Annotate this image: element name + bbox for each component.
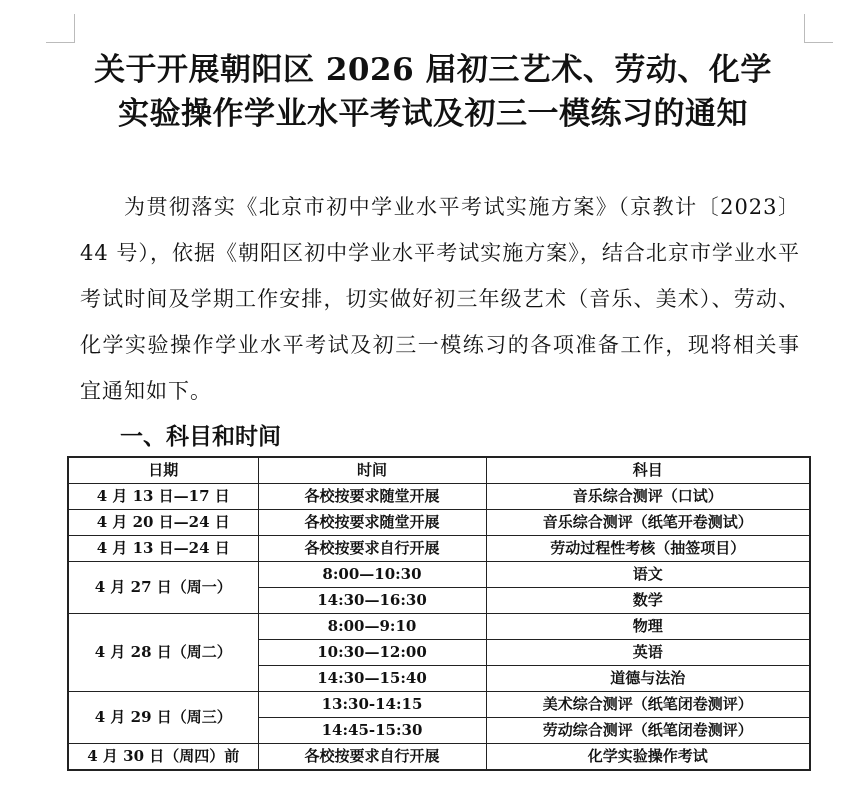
row-subject: 英语: [486, 640, 810, 666]
row-subject: 美术综合测评（纸笔闭卷测评）: [486, 692, 810, 718]
title-line-1: 关于开展朝阳区 2026 届初三艺术、劳动、化学: [94, 52, 772, 88]
row-time: 13:30-14:15: [258, 692, 486, 718]
table-row: [68, 744, 810, 771]
header-subject: 科目: [486, 457, 810, 484]
row-time: 各校按要求自行开展: [258, 744, 486, 771]
intro-paragraph: 为贯彻落实《北京市初中学业水平考试实施方案》（京教计〔2023〕44 号），依据《朝阳区初中学业水平考试实施方案》，结合北京市学业水平考试时间及学期工作安排，切实做好初三年级艺术（音乐、美术）、劳动、化学实验操作学业水平考试及初三一模练习的各项准备工作，现将相关事宜通知如下。: [80, 195, 800, 403]
row-date: 4 月 30 日（周四）前: [68, 744, 258, 771]
row-subject: 化学实验操作考试: [486, 744, 810, 771]
row-subject: 劳动综合测评（纸笔闭卷测评）: [486, 718, 810, 744]
page-corner-mark-left: [46, 14, 75, 43]
table-row: [68, 484, 810, 510]
row-time: 14:45-15:30: [258, 718, 486, 744]
table-row: [68, 510, 810, 536]
header-date: 日期: [68, 457, 258, 484]
row-time: 各校按要求自行开展: [258, 536, 486, 562]
row-time: 各校按要求随堂开展: [258, 484, 486, 510]
row-subject: 音乐综合测评（口试）: [486, 484, 810, 510]
row-time: 8:00—10:30: [258, 562, 486, 588]
row-subject: 数学: [486, 588, 810, 614]
row-time: 14:30—16:30: [258, 588, 486, 614]
row-subject: 物理: [486, 614, 810, 640]
row-time: 8:00—9:10: [258, 614, 486, 640]
row-subject: 音乐综合测评（纸笔开卷测试）: [486, 510, 810, 536]
table-row: [68, 692, 810, 718]
row-time: 14:30—15:40: [258, 666, 486, 692]
title-line-2: 实验操作学业水平考试及初三一模练习的通知: [118, 96, 748, 132]
row-date: 4 月 27 日（周一）: [68, 562, 258, 614]
row-date: 4 月 20 日—24 日: [68, 510, 258, 536]
table-row: [68, 614, 810, 640]
row-date: 4 月 13 日—17 日: [68, 484, 258, 510]
table-header-row: [68, 457, 810, 484]
row-time: 10:30—12:00: [258, 640, 486, 666]
row-subject: 语文: [486, 562, 810, 588]
section-heading-subjects-and-time: 一、科目和时间: [120, 424, 281, 450]
row-subject: 劳动过程性考核（抽签项目）: [486, 536, 810, 562]
table-row: [68, 562, 810, 588]
row-date: 4 月 13 日—24 日: [68, 536, 258, 562]
schedule-table: [67, 456, 811, 771]
row-subject: 道德与法治: [486, 666, 810, 692]
table-row: [68, 536, 810, 562]
header-time: 时间: [258, 457, 486, 484]
row-time: 各校按要求随堂开展: [258, 510, 486, 536]
row-date: 4 月 28 日（周二）: [68, 614, 258, 692]
document-title: [40, 48, 826, 136]
page-corner-mark-right: [804, 14, 833, 43]
row-date: 4 月 29 日（周三）: [68, 692, 258, 744]
